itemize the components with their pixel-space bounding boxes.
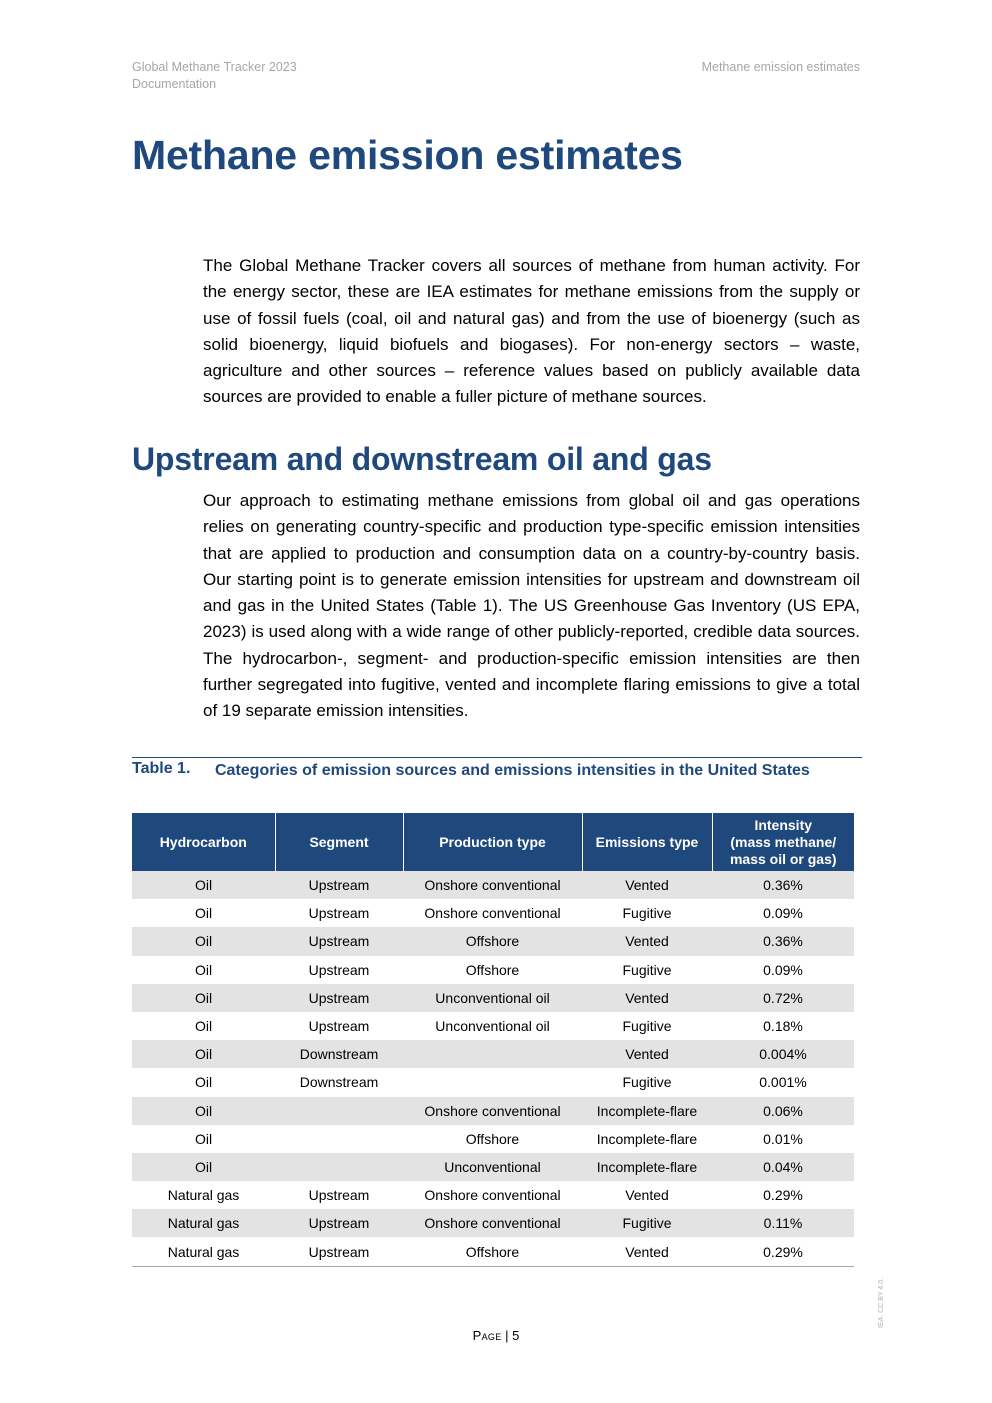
cell-production-type: Onshore conventional [424, 1187, 561, 1204]
cell-segment: Upstream [308, 1187, 370, 1204]
cell-intensity: 0.36% [712, 927, 854, 955]
table-caption: Categories of emission sources and emissions intensities in the United States [215, 762, 810, 779]
cell-emissions-type: Fugitive [582, 1209, 712, 1237]
caption-rule [132, 757, 862, 758]
cell-segment: Upstream [308, 961, 370, 978]
cell-emissions-type: Vented [582, 984, 712, 1012]
table-row [132, 1209, 854, 1237]
cell-intensity: 0.06% [712, 1097, 854, 1125]
cell-emissions-type: Incomplete-flare [582, 1153, 712, 1181]
cell-segment: Upstream [275, 984, 403, 1012]
page-separator: | [501, 1328, 513, 1343]
cell-hydrocarbon: Oil [132, 871, 275, 899]
cell-emissions-type: Vented [582, 1040, 712, 1068]
cell-segment [275, 1097, 403, 1125]
cell-hydrocarbon: Natural gas [132, 1237, 275, 1266]
table-row [132, 1097, 854, 1125]
cell-emissions-type: Vented [582, 871, 712, 899]
license-note: IEA. CC BY 4.0. [878, 1277, 885, 1328]
cell-production-type: Offshore [465, 1130, 520, 1147]
table-label: Table 1. [132, 760, 191, 777]
cell-hydrocarbon: Oil [132, 984, 275, 1012]
cell-production-type: Onshore conventional [403, 1097, 582, 1125]
page-number: 5 [512, 1328, 520, 1343]
cell-intensity: 0.004% [712, 1040, 854, 1068]
table-row [132, 1068, 854, 1096]
table-row [132, 899, 854, 927]
cell-production-type: Offshore [465, 961, 520, 978]
cell-hydrocarbon: Oil [194, 1018, 213, 1035]
cell-hydrocarbon: Oil [194, 1074, 213, 1091]
cell-hydrocarbon: Oil [132, 1040, 275, 1068]
table-row [132, 1181, 854, 1209]
cell-hydrocarbon: Oil [132, 1097, 275, 1125]
cell-segment: Upstream [308, 1018, 370, 1035]
cell-production-type: Onshore conventional [424, 905, 561, 922]
col-header-segment: Segment [275, 813, 403, 871]
cell-segment [275, 1125, 403, 1153]
cell-segment: Upstream [275, 1209, 403, 1237]
col-header-emissions-type: Emissions type [582, 813, 712, 871]
cell-intensity: 0.29% [712, 1237, 854, 1266]
table-row [132, 1125, 854, 1153]
cell-production-type: Onshore conventional [403, 871, 582, 899]
cell-intensity: 0.09% [763, 961, 803, 978]
section-heading: Upstream and downstream oil and gas [132, 441, 712, 477]
cell-segment: Upstream [275, 871, 403, 899]
cell-emissions-type: Incomplete-flare [582, 1097, 712, 1125]
cell-emissions-type: Vented [582, 1237, 712, 1266]
table-row [132, 1153, 854, 1181]
doc-title: Global Methane Tracker 2023 [132, 60, 297, 74]
cell-hydrocarbon: Oil [194, 1130, 213, 1147]
cell-segment: Downstream [275, 1040, 403, 1068]
cell-segment [275, 1153, 403, 1181]
table-row [132, 984, 854, 1012]
cell-hydrocarbon: Oil [132, 1153, 275, 1181]
table-row [132, 1040, 854, 1068]
cell-production-type: Unconventional oil [435, 1018, 550, 1035]
emissions-table [132, 813, 854, 1267]
intro-paragraph: The Global Methane Tracker covers all sources of methane from human activity. For the energy sector, these are IEA estimates for methane emissions from the supply or use of fossil fuels (coal, oil and natural gas) and from the use of bioenergy (such as solid bioenergy, liquid biofuels and biogases). For non-energy sectors – waste, agriculture and other sources – reference values based on publicly available data sources are provided to enable a fuller picture of methane sources. [203, 256, 860, 407]
cell-segment: Upstream [275, 927, 403, 955]
page-footer [0, 1328, 992, 1343]
cell-production-type: Unconventional oil [403, 984, 582, 1012]
cell-segment: Downstream [299, 1074, 379, 1091]
cell-production-type: Offshore [403, 1237, 582, 1266]
cell-intensity: 0.36% [712, 871, 854, 899]
cell-emissions-type: Vented [582, 927, 712, 955]
cell-production-type: Offshore [403, 927, 582, 955]
cell-emissions-type: Incomplete-flare [596, 1130, 698, 1147]
running-header-left [132, 59, 297, 93]
doc-subtitle: Documentation [132, 77, 217, 91]
table-row [132, 1012, 854, 1040]
cell-production-type: Onshore conventional [403, 1209, 582, 1237]
col-header-production-type: Production type [403, 813, 582, 871]
table-row [132, 956, 854, 984]
cell-intensity: 0.01% [763, 1130, 803, 1147]
cell-intensity: 0.04% [712, 1153, 854, 1181]
cell-intensity: 0.18% [763, 1018, 803, 1035]
cell-emissions-type: Fugitive [622, 961, 672, 978]
page-word: Page [472, 1328, 502, 1343]
cell-hydrocarbon: Natural gas [132, 1209, 275, 1237]
cell-segment: Upstream [308, 905, 370, 922]
col-header-intensity [712, 813, 854, 871]
cell-intensity: 0.09% [763, 905, 803, 922]
table-header-row [132, 813, 854, 871]
cell-intensity: 0.11% [712, 1209, 854, 1237]
cell-emissions-type: Fugitive [622, 1018, 672, 1035]
cell-hydrocarbon: Oil [194, 905, 213, 922]
table-row [132, 1237, 854, 1266]
cell-hydrocarbon: Oil [132, 927, 275, 955]
cell-production-type [403, 1040, 582, 1068]
cell-emissions-type: Fugitive [622, 905, 672, 922]
section-paragraph: Our approach to estimating methane emissions from global oil and gas operations relies on generating country-specific and production type-specific emission intensities that are applied to production and consumption data on a country-by-country basis. Our starting point is to generate emission intensities for upstream and downstream oil and gas in the United States (Table 1). The US Greenhouse Gas Inventory (US EPA, 2023) is used along with a wide range of other publicly-reported, credible data sources. The hydrocarbon-, segment- and production-specific emission intensities are then further segregated into fugitive, vented and incomplete flaring emissions to give a total of 19 separate emission intensities. [203, 491, 860, 721]
col-header-hydrocarbon: Hydrocarbon [132, 813, 275, 871]
cell-intensity: 0.001% [759, 1074, 807, 1091]
cell-production-type: Unconventional [403, 1153, 582, 1181]
table-row [132, 871, 854, 899]
table-row [132, 927, 854, 955]
cell-intensity: 0.72% [712, 984, 854, 1012]
running-header-right: Methane emission estimates [701, 60, 860, 74]
cell-intensity: 0.29% [763, 1187, 803, 1204]
cell-production-type [403, 1068, 582, 1096]
cell-segment: Upstream [275, 1237, 403, 1266]
cell-emissions-type: Vented [625, 1187, 669, 1204]
intensity-header-line2: (mass methane/ [730, 833, 837, 850]
cell-emissions-type: Fugitive [622, 1074, 672, 1091]
intensity-header-line1: Intensity [754, 816, 813, 833]
cell-hydrocarbon: Oil [194, 961, 213, 978]
cell-hydrocarbon: Natural gas [167, 1187, 240, 1204]
intensity-header-line3: mass oil or gas) [729, 850, 837, 867]
page-title: Methane emission estimates [132, 132, 683, 178]
